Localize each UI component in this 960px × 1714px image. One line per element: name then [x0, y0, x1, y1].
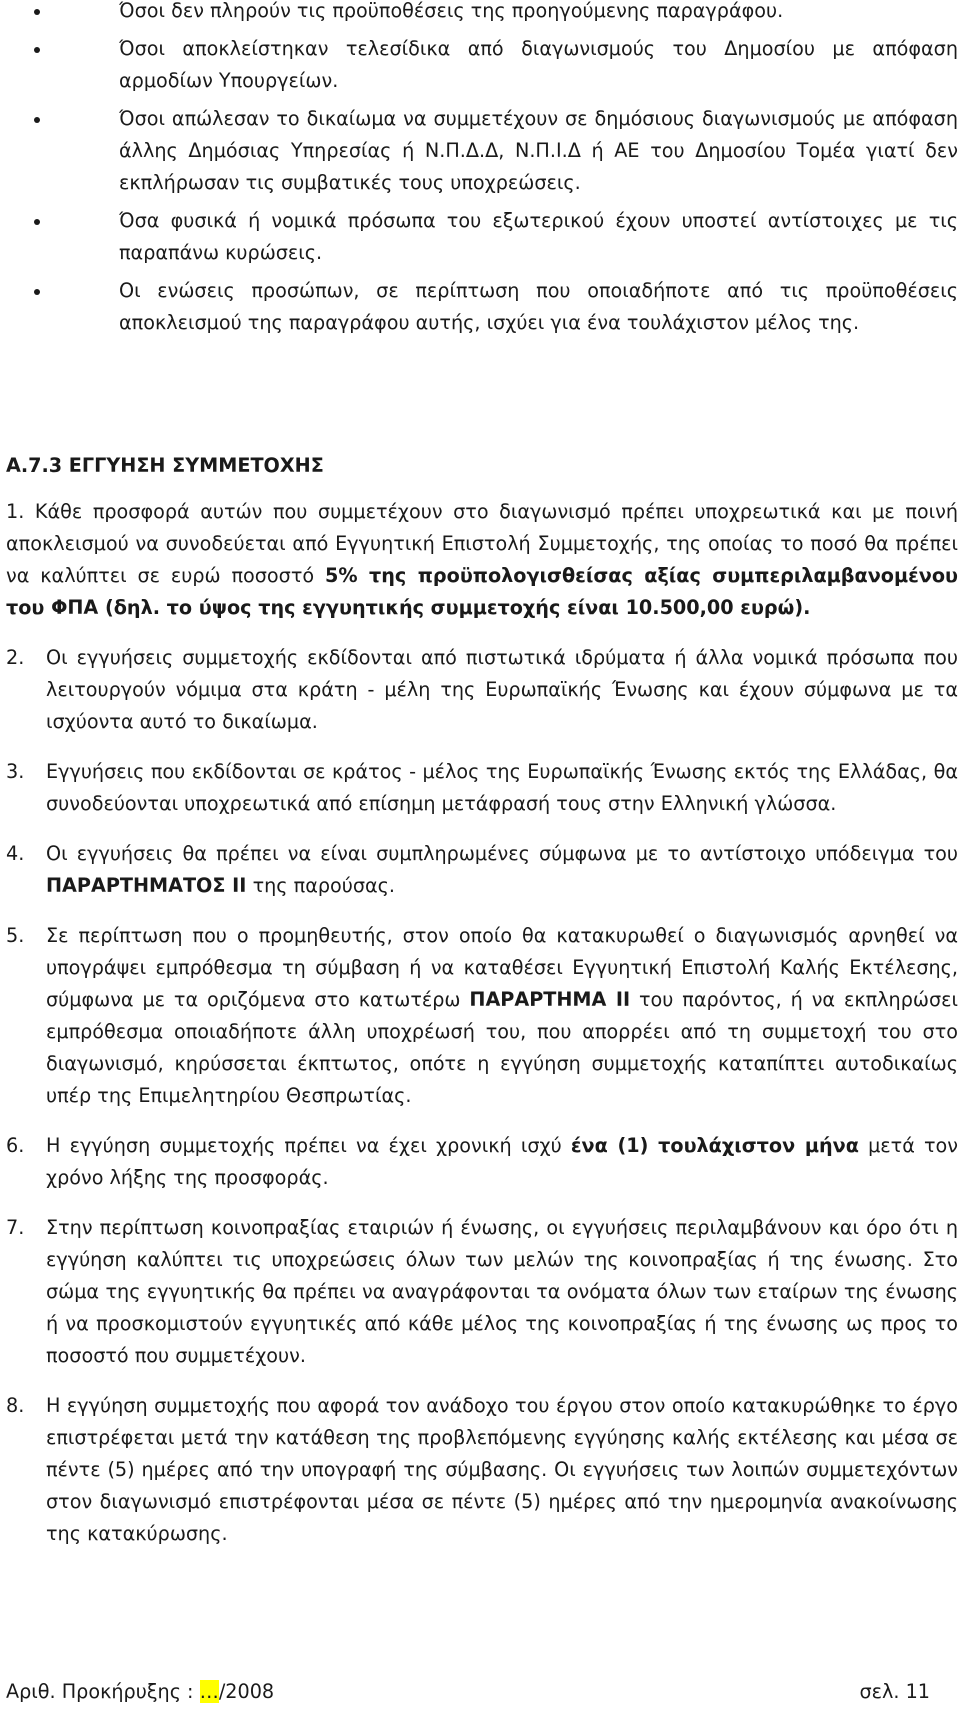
list-item [0, 103, 960, 199]
item-number: 3. [6, 760, 25, 783]
list-item [0, 838, 960, 902]
list-item-text: Όσοι απώλεσαν το δικαίωμα να συμμετέχουν σε δημόσιους διαγωνισμούς με απόφαση άλλης Δημόσιας Υπηρεσίας ή Ν.Π.Δ.Δ, Ν.Π.Ι.Δ ή ΑΕ του Δημοσίου Τομέα γιατί δεν εκπλήρωσαν τις συμβατικές τους υποχρεώσεις. [119, 107, 958, 194]
list-item [0, 205, 960, 269]
list-item [0, 1130, 960, 1194]
item-text: Στην περίπτωση κοινοπραξίας εταιριών ή ένωσης, οι εγγυήσεις περιλαμβάνουν και όρο ότι η εγγύηση καλύπτει τις υποχρεώσεις όλων των μελών της κοινοπραξίας ή της ένωσης. Στο σώμα της εγγυητικής θα πρέπει να αναγράφονται τα ονόματα όλων των εταίρων της ένωσης ή να προσκομιστούν εγγυητικές από κάθε μέλος της κοινοπραξίας ή της ένωσης ως προς το ποσοστό που συμμετέχουν. [46, 1216, 958, 1367]
item-text: Σε περίπτωση που ο προμηθευτής, στον οποίο θα κατακυρωθεί ο διαγωνισμός αρνηθεί να υπογράψει εμπρόθεσμα τη σύμβαση ή να καταθέσει Εγγυητική Επιστολή Καλής Εκτέλεσης, σύμφωνα με τα οριζόμενα στο κατωτέρω [46, 924, 958, 1011]
item-text-end: της παρούσας. [252, 874, 396, 897]
annex-reference: ΠΑΡΑΡΤΗΜΑ ΙΙ [469, 988, 631, 1011]
list-item [0, 756, 960, 820]
annex-reference: ΠΑΡΑΡΤΗΜΑΤΟΣ ΙΙ [46, 874, 247, 897]
item-text: Κάθε προσφορά αυτών που συμμετέχουν στο διαγωνισμό πρέπει υποχρεωτικά και με ποινή αποκλεισμού να συνοδεύεται από Εγγυητική Επιστολή Συμμετοχής, της οποίας το ποσό θα πρέπει να καλύπτει σε ευρώ ποσοστό [6, 500, 958, 587]
item-text: Οι εγγυήσεις θα πρέπει να είναι συμπληρωμένες σύμφωνα με το αντίστοιχο υπόδειγμα του [46, 842, 958, 865]
highlighted-placeholder: … [199, 1680, 219, 1703]
bullet-icon [34, 289, 40, 295]
exclusion-list [0, 0, 960, 339]
validity-period: ένα (1) τουλάχιστον μήνα [570, 1134, 859, 1157]
list-item-text [0, 496, 958, 624]
item-text: Η εγγύηση συμμετοχής πρέπει να έχει χρονική ισχύ [46, 1134, 562, 1157]
item-text-end: μετά τον χρόνο λήξης της προσφοράς. [46, 1134, 958, 1189]
list-item-text [46, 920, 958, 1112]
item-text: Οι εγγυήσεις συμμετοχής εκδίδονται από πιστωτικά ιδρύματα ή άλλα νομικά πρόσωπα που λειτουργούν νόμιμα στα κράτη - μέλη της Ευρωπαϊκής Ένωσης και έχουν σύμφωνα με τα ισχύοντα αυτό το δικαίωμα. [46, 646, 958, 733]
bullet-icon [34, 219, 40, 225]
list-item [0, 1390, 960, 1550]
item-text: Εγγυήσεις που εκδίδονται σε κράτος - μέλος της Ευρωπαϊκής Ένωσης εκτός της Ελλάδας, θα συνοδεύονται υποχρεωτικά από επίσημη μετάφρασή τους στην Ελληνική γλώσσα. [46, 760, 958, 815]
item-number: 7. [6, 1216, 25, 1239]
bullet-icon [34, 47, 40, 53]
list-item-text: Όσα φυσικά ή νομικά πρόσωπα του εξωτερικού έχουν υποστεί αντίστοιχες με τις παραπάνω κυρώσεις. [119, 209, 958, 264]
list-item [0, 920, 960, 1112]
list-item-text [46, 1130, 958, 1194]
bullet-icon [34, 9, 40, 15]
list-item [0, 275, 960, 339]
proclamation-year: /2008 [218, 1680, 275, 1703]
list-item [0, 1212, 960, 1372]
item-number: 2. [6, 646, 25, 669]
list-item [0, 496, 960, 624]
page-footer [0, 1676, 960, 1708]
list-item-text [46, 838, 958, 902]
list-item [0, 0, 960, 27]
page-number: σελ. 11 [859, 1680, 930, 1703]
list-item [0, 642, 960, 738]
list-item-text: Όσοι δεν πληρούν τις προϋποθέσεις της προηγούμενης παραγράφου. [119, 0, 784, 22]
guarantee-terms-list [0, 496, 960, 1568]
list-item-text: Οι ενώσεις προσώπων, σε περίπτωση που οποιαδήποτε από τις προϋποθέσεις αποκλεισμού της παραγράφου αυτής, ισχύει για ένα τουλάχιστον μέλος της. [119, 279, 958, 334]
proclamation-label: Αριθ. Προκήρυξης : [6, 1680, 200, 1703]
item-text: Η εγγύηση συμμετοχής που αφορά τον ανάδοχο του έργου στον οποίο κατακυρώθηκε το έργο επιστρέφεται μετά την κατάθεση της προβλεπόμενης εγγύησης καλής εκτέλεσης και μέσα σε πέντε (5) ημέρες από την υπογραφή της σύμβασης. Οι εγγυήσεις των λοιπών συμμετεχόντων στον διαγωνισμό επιστρέφονται μέσα σε πέντε (5) ημέρες από την ημερομηνία ανακοίνωσης της κατακύρωσης. [46, 1394, 958, 1545]
item-text-end: του παρόντος, ή να εκπληρώσει εμπρόθεσμα οποιαδήποτε άλλη υποχρέωσή του, που απορρέει από τη συμμετοχή του στο διαγωνισμό, κηρύσσεται έκπτωτος, οπότε η εγγύηση συμμετοχής καταπίπτει αυτοδικαίως υπέρ της Επιμελητηρίου Θεσπρωτίας. [46, 988, 958, 1107]
section-heading: Α.7.3 ΕΓΓΥΗΣΗ ΣΥΜΜΕΤΟΧΗΣ [6, 454, 324, 477]
item-bold-text: 5% της προϋπολογισθείσας αξίας συμπεριλαμβανομένου του ΦΠΑ (δηλ. το ύψος της εγγυητικής συμμετοχής είναι 10.500,00 ευρώ). [6, 564, 958, 619]
item-number: 4. [6, 842, 25, 865]
proclamation-number [6, 1676, 274, 1708]
list-item [0, 33, 960, 97]
bullet-icon [34, 117, 40, 123]
item-number: 8. [6, 1394, 25, 1417]
item-number: 6. [6, 1134, 25, 1157]
item-number: 1. [6, 500, 25, 523]
list-item-text: Όσοι αποκλείστηκαν τελεσίδικα από διαγωνισμούς του Δημοσίου με απόφαση αρμοδίων Υπουργείων. [119, 37, 958, 92]
item-number: 5. [6, 924, 25, 947]
